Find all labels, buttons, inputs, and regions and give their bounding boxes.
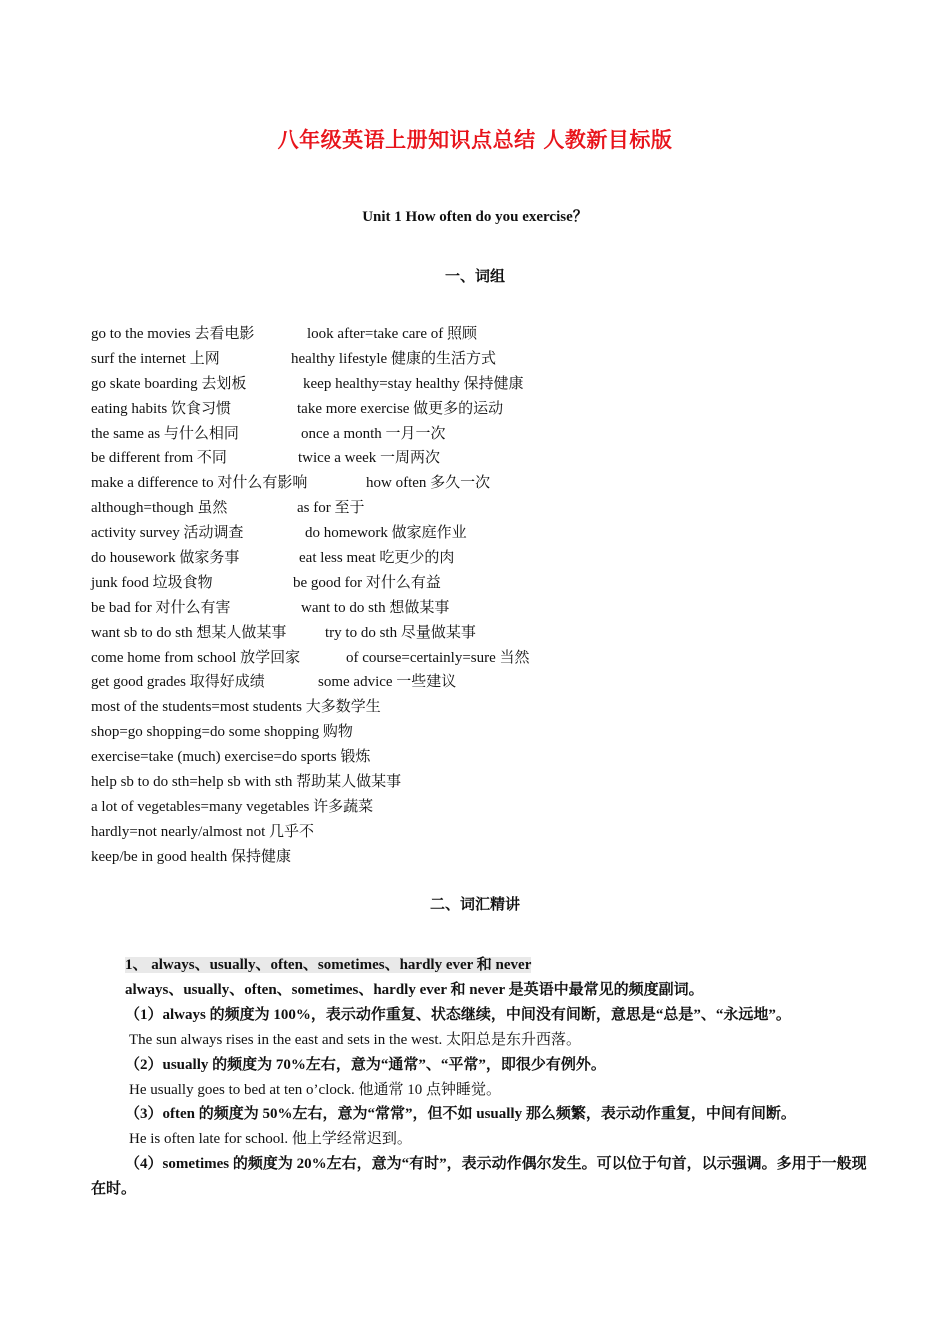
example-1: The sun always rises in the east and sets in the west. 太阳总是东升西落。 [129, 1031, 582, 1048]
phrase-row [91, 695, 871, 720]
phrase-left: go skate boarding 去划板 [91, 375, 247, 392]
phrase-row [91, 446, 871, 471]
phrase-left: do housework 做家务事 [91, 550, 240, 567]
phrase-row [91, 621, 871, 646]
phrase-row [91, 745, 871, 770]
phrase-right: want to do sth 想做某事 [301, 599, 450, 616]
phrase-left: the same as 与什么相同 [91, 425, 239, 442]
vocab-point-1: （1）always 的频度为 100%，表示动作重复、状态继续，中间没有间断，意思是“总是”、“永远地”。 [125, 1006, 791, 1023]
phrase-row [91, 720, 871, 745]
vocab-point-4: （4）sometimes 的频度为 20%左右，意为“有时”，表示动作偶尔发生。可以位于句首，以示强调。多用于一般现在时。 [91, 1156, 867, 1198]
phrase-left: junk food 垃圾食物 [91, 574, 213, 591]
phrase-right: of course=certainly=sure 当然 [346, 649, 530, 666]
phrase-right: as for 至于 [297, 500, 365, 517]
phrase-left: although=though 虽然 [91, 500, 228, 517]
phrase-left: a lot of vegetables=many vegetables 许多蔬菜 [91, 798, 374, 815]
phrase-left: get good grades 取得好成绩 [91, 674, 265, 691]
vocab-point-2: （2）usually 的频度为 70%左右，意为“通常”、“平常”，即很少有例外。 [125, 1056, 606, 1073]
vocab-intro: always、usually、often、sometimes、hardly ever 和 never 是英语中最常见的频度副词。 [125, 981, 704, 998]
phrase-row [91, 521, 871, 546]
phrase-left: make a difference to 对什么有影响 [91, 475, 308, 492]
phrase-right: eat less meat 吃更少的肉 [299, 550, 455, 567]
phrase-list [91, 322, 871, 870]
phrase-left: want sb to do sth 想某人做某事 [91, 624, 287, 641]
phrase-left: go to the movies 去看电影 [91, 326, 255, 342]
phrase-right: once a month 一月一次 [301, 425, 446, 442]
phrase-left: be bad for 对什么有害 [91, 599, 231, 616]
document-title: 八年级英语上册知识点总结 人教新目标版 [277, 128, 673, 152]
unit-heading: Unit 1 How often do you exercise？ [362, 209, 588, 225]
phrase-row [91, 770, 871, 795]
phrase-left: exercise=take (much) exercise=do sports 锻炼 [91, 749, 371, 766]
phrase-right: twice a week 一周两次 [298, 450, 441, 467]
section-heading-phrases: 一、词组 [444, 267, 505, 285]
phrase-row [91, 571, 871, 596]
phrase-right: do homework 做家庭作业 [305, 525, 467, 542]
phrase-row [91, 347, 871, 372]
phrase-left: help sb to do sth=help sb with sth 帮助某人做某事 [91, 774, 402, 791]
vocab-point-3: （3）often 的频度为 50%左右，意为“常常”，但不如 usually 那么频繁，表示动作重复，中间有间断。 [125, 1106, 796, 1123]
phrase-row [91, 496, 871, 521]
phrase-left: eating habits 饮食习惯 [91, 400, 231, 417]
phrase-right: healthy lifestyle 健康的生活方式 [291, 350, 496, 367]
phrase-row [91, 372, 871, 397]
phrase-left: come home from school 放学回家 [91, 649, 301, 666]
phrase-row [91, 670, 871, 695]
phrase-right: look after=take care of 照顾 [307, 326, 478, 342]
phrase-row [91, 820, 871, 845]
example-2: He usually goes to bed at ten o’clock. 他通常 10 点钟睡觉。 [129, 1081, 502, 1098]
phrase-left: shop=go shopping=do some shopping 购物 [91, 724, 353, 741]
phrase-row [91, 322, 871, 347]
vocab-section [91, 953, 871, 1202]
phrase-row [91, 646, 871, 671]
phrase-right: keep healthy=stay healthy 保持健康 [303, 375, 524, 392]
phrase-right: some advice 一些建议 [318, 674, 457, 691]
phrase-right: how often 多久一次 [366, 475, 491, 492]
example-3: He is often late for school. 他上学经常迟到。 [129, 1131, 412, 1148]
phrase-left: hardly=not nearly/almost not 几乎不 [91, 823, 315, 840]
phrase-row [91, 845, 871, 870]
phrase-left: surf the internet 上网 [91, 350, 220, 367]
phrase-right: try to do sth 尽量做某事 [325, 624, 476, 641]
phrase-row [91, 471, 871, 496]
vocab-item-heading: 1、 always、usually、often、sometimes、hardly ever 和 never [125, 957, 532, 973]
phrase-row [91, 795, 871, 820]
phrase-left: most of the students=most students 大多数学生 [91, 699, 381, 716]
section-heading-vocab: 二、词汇精讲 [429, 895, 520, 913]
phrase-row [91, 422, 871, 447]
phrase-right: be good for 对什么有益 [293, 574, 441, 591]
phrase-left: keep/be in good health 保持健康 [91, 848, 291, 865]
phrase-left: be different from 不同 [91, 450, 227, 467]
phrase-row [91, 546, 871, 571]
phrase-right: take more exercise 做更多的运动 [297, 400, 504, 417]
phrase-left: activity survey 活动调查 [91, 525, 244, 542]
phrase-row [91, 596, 871, 621]
phrase-row [91, 397, 871, 422]
